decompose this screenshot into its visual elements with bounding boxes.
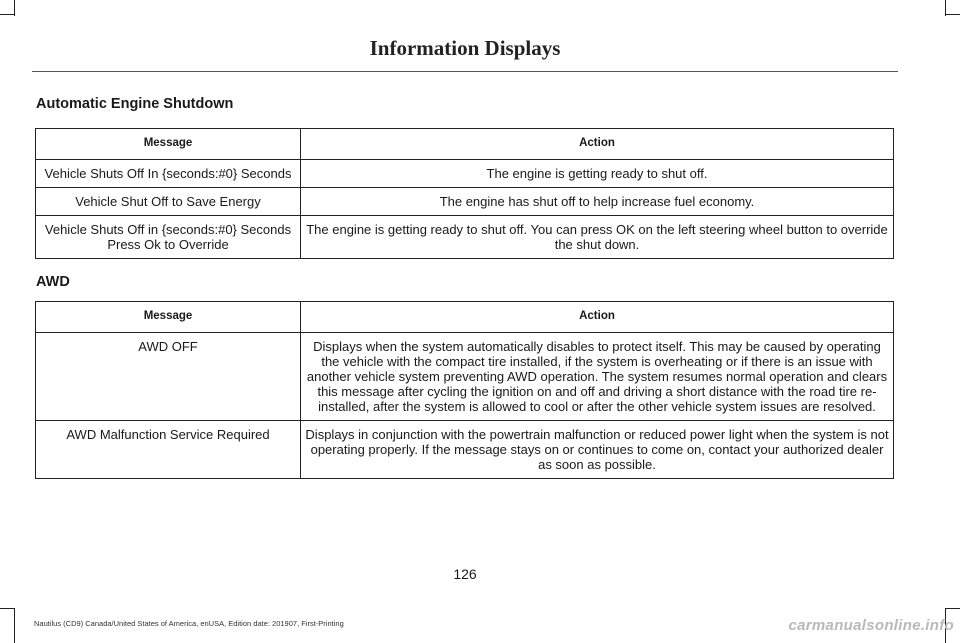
title-divider [32,71,898,72]
table-row [36,421,894,479]
message-table [35,128,894,259]
message-cell: Vehicle Shuts Off in {seconds:#0} Seconds Press Ok to Override [36,216,301,259]
watermark: carmanualsonline.info [788,617,954,634]
column-header-action: Action [301,302,894,333]
table-row [36,333,894,421]
table-row [36,188,894,216]
table-header-row [36,129,894,160]
crop-mark [14,608,15,643]
page-title: Information Displays [369,36,561,60]
action-cell: The engine is getting ready to shut off. [301,160,894,188]
page-number: 126 [453,566,477,582]
message-cell: Vehicle Shuts Off In {seconds:#0} Seconds [36,160,301,188]
crop-mark [946,14,960,15]
column-header-message: Message [36,302,301,333]
message-cell: Vehicle Shut Off to Save Energy [36,188,301,216]
table-row [36,216,894,259]
section-heading: Automatic Engine Shutdown [36,96,234,112]
action-cell: Displays in conjunction with the powertrain malfunction or reduced power light when the system is not operating properly. If the message stays on or continues to come on, contact your authorized dealer as soon as possible. [301,421,894,479]
crop-mark [946,608,960,609]
table-row [36,160,894,188]
action-cell: The engine is getting ready to shut off. You can press OK on the left steering wheel button to override the shut down. [301,216,894,259]
column-header-action: Action [301,129,894,160]
edition-footer: Nautilus (CD9) Canada/United States of America, enUSA, Edition date: 201907, First-Printing [34,619,344,628]
message-table [35,301,894,479]
crop-mark [0,14,14,15]
crop-mark [14,0,15,16]
table-header-row [36,302,894,333]
message-cell: AWD OFF [36,333,301,421]
section-heading: AWD [36,274,70,290]
message-cell: AWD Malfunction Service Required [36,421,301,479]
action-cell: The engine has shut off to help increase fuel economy. [301,188,894,216]
crop-mark [0,608,14,609]
action-cell: Displays when the system automatically disables to protect itself. This may be caused by operating the vehicle with the compact tire installed, if the system is overheating or if there is an issue with another vehicle system preventing AWD operation. The system resumes normal operation and clears this message after cycling the ignition on and off and driving a short distance with the road tire re-installed, after the system is allowed to cool or after the other vehicle system issues are resolved. [301,333,894,421]
column-header-message: Message [36,129,301,160]
